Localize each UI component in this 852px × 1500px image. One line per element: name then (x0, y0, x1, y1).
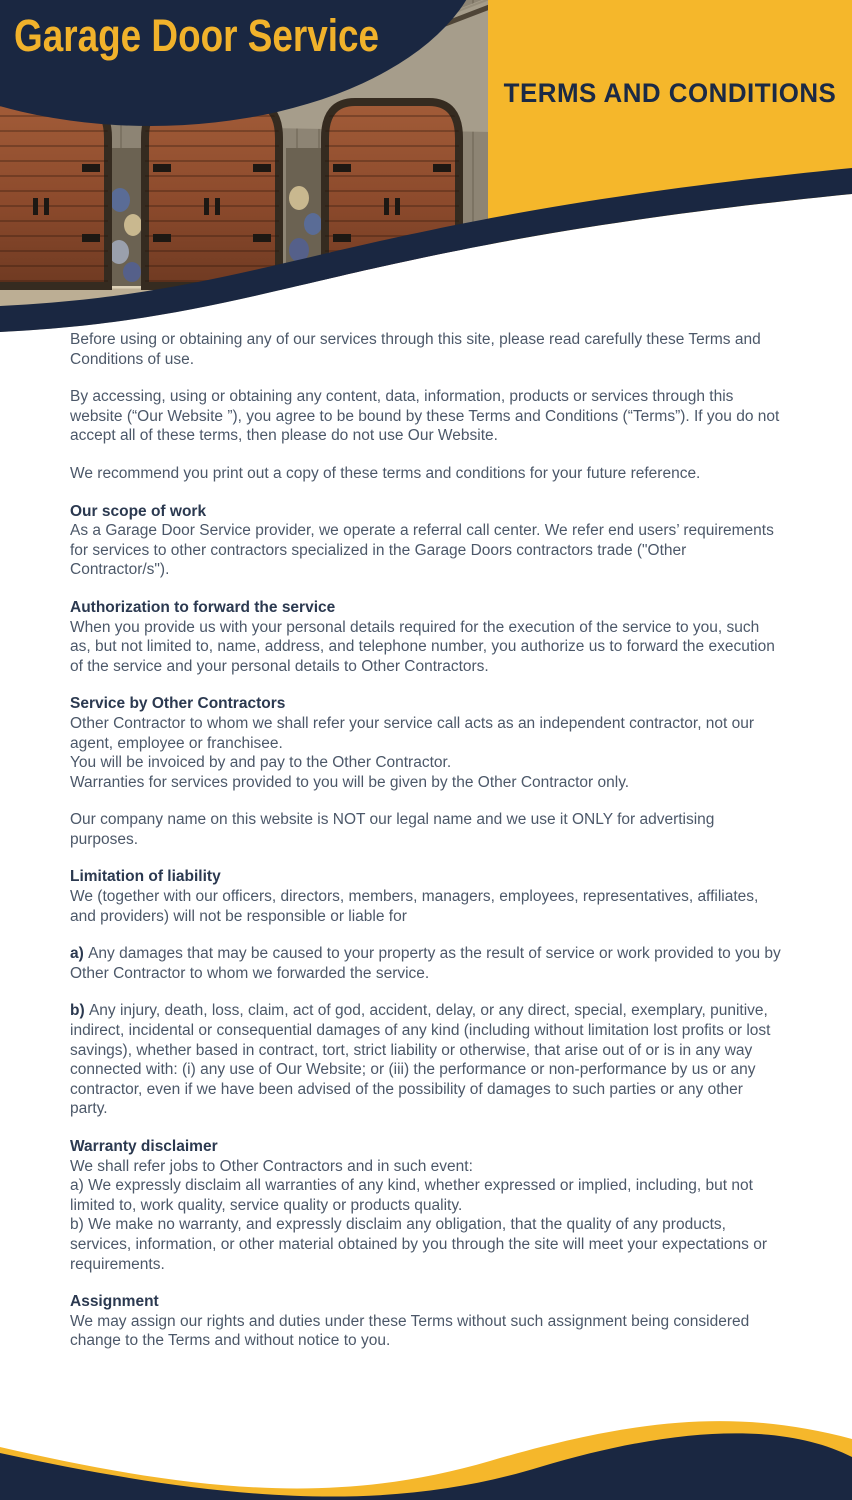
paragraph: As a Garage Door Service provider, we operate a referral call center. We refer end users’ requirements for services to other contractors specialized in the Garage Doors contractors trade ("Other Contractor/s"). (70, 522, 774, 579)
page-title: TERMS AND CONDITIONS (503, 77, 837, 108)
terms-section (70, 502, 784, 580)
paragraph: You will be invoiced by and pay to the Other Contractor. (70, 754, 452, 772)
paragraph: We may assign our rights and duties under these Terms without such assignment being considered change to the Terms and without notice to you. (70, 1312, 750, 1350)
terms-section (70, 330, 784, 484)
garage-door (0, 102, 108, 286)
paragraph: By accessing, using or obtaining any content, data, information, products or services through this website (“Our Website ”), you agree to be bound by these Terms and Conditions (“Terms”). If you do not accept all of these terms, then please do not use Our Website. (70, 388, 780, 445)
paragraph: Our company name on this website is NOT our legal name and we use it ONLY for advertising purposes. (70, 811, 715, 848)
garage-door (145, 102, 279, 286)
terms-section (70, 810, 784, 849)
stone-pillar (108, 148, 145, 286)
section-heading: Our scope of work (70, 502, 207, 520)
paragraph-lead: a) (70, 945, 89, 963)
footer-wave (0, 1395, 852, 1500)
terms-section (70, 598, 784, 676)
terms-section (70, 867, 784, 1119)
terms-section (70, 1292, 784, 1351)
terms-content (70, 330, 784, 1351)
paragraph: Other Contractor to whom we shall refer your service call acts as an independent contractor, not our agent, employee or franchisee. (70, 714, 755, 752)
paragraph: a) We expressly disclaim all warranties of any kind, whether expressed or implied, including, but not limited to, work quality, service quality or products quality. (70, 1177, 753, 1214)
paragraph: b) We make no warranty, and expressly disclaim any obligation, that the quality of any products, services, information, or other material obtained by you through the site will meet your expectations or requirements. (70, 1216, 767, 1273)
paragraph: b) Any injury, death, loss, claim, act of god, accident, delay, or any direct, special, exemplary, punitive, indirect, incidental or consequential damages of any kind (including without limitation lost profits or lost savings), whether based in contract, tort, strict liability or otherwise, that arise out of or is in any way connected with: (i) any use of Our Website; or (iii) the performance or non-performance by us or any contractor, even if we have been advised of the possibility of damages to such parties or any other party. (70, 1002, 771, 1118)
terms-section (70, 694, 784, 792)
section-heading: Limitation of liability (70, 868, 221, 886)
paragraph: We (together with our officers, directors, members, managers, employees, representatives, affiliates, and providers) will not be responsible or liable for (70, 888, 759, 925)
section-heading: Warranty disclaimer (70, 1138, 218, 1155)
paragraph: We shall refer jobs to Other Contractors and in such event: (70, 1157, 473, 1175)
paragraph: Before using or obtaining any of our services through this site, please read carefully these Terms and Conditions of use. (70, 331, 761, 368)
terms-section (70, 1137, 784, 1274)
paragraph: a) Any damages that may be caused to your property as the result of service or work provided to you by Other Contractor to whom we forwarded the service. (70, 945, 781, 982)
logo-text: Garage Door Service (14, 10, 380, 61)
paragraph: We recommend you print out a copy of these terms and conditions for your future reference. (70, 464, 701, 482)
paragraph-lead: b) (70, 1002, 89, 1020)
section-heading: Authorization to forward the service (70, 598, 336, 616)
section-heading: Service by Other Contractors (70, 695, 286, 713)
paragraph: Warranties for services provided to you will be given by the Other Contractor only. (70, 773, 630, 791)
section-heading: Assignment (70, 1293, 159, 1311)
paragraph: When you provide us with your personal details required for the execution of the service to you, such as, but not limited to, name, address, and telephone number, you authorize us to forward the execution of the service and your personal details to Other Contractors. (70, 618, 775, 675)
